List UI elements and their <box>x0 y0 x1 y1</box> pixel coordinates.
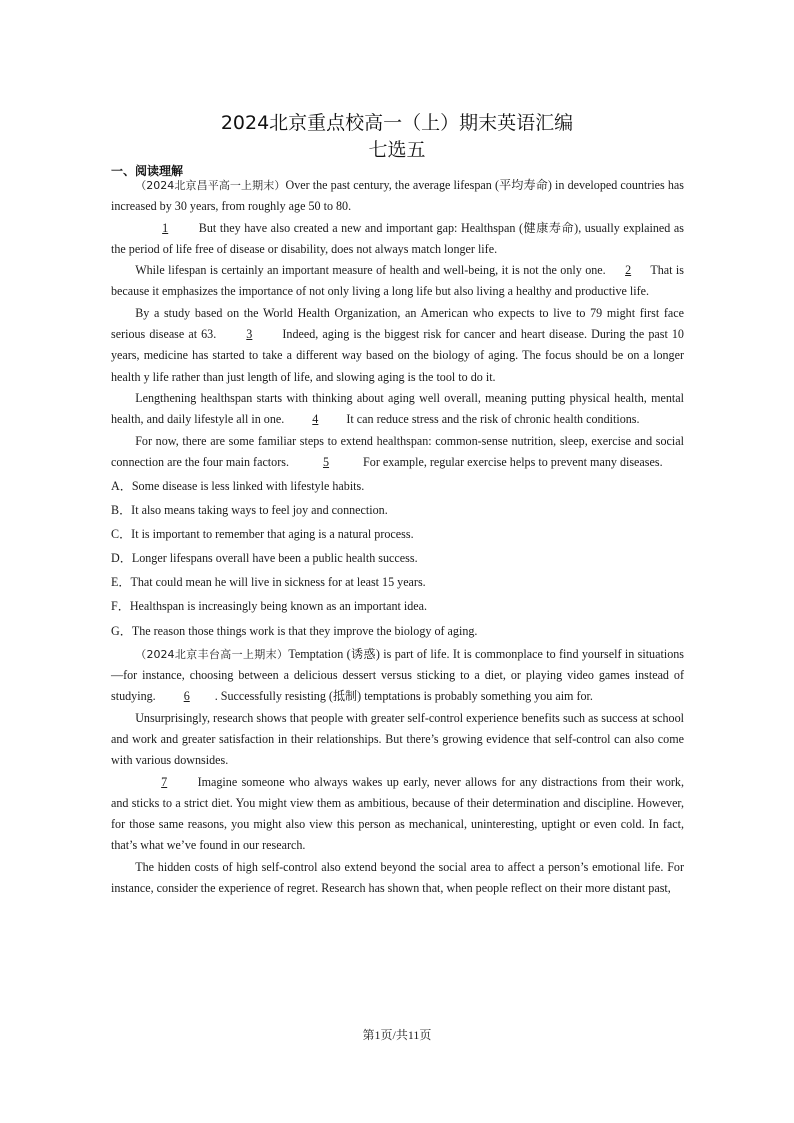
paragraph: By a study based on the World Health Organization, an American who expects to live to 79 might first face serious disease at 63. 3 Indeed, aging is the biggest risk for cancer and heart disease. During the past 10 years, medicine has started to take a different way based on the biology of aging. The focus should be on a longer health y life rather than just length of life, and slowing aging is the tool to do it. <box>111 305 684 384</box>
blank-2: 2 <box>625 263 632 278</box>
blank-3: 3 <box>246 327 253 342</box>
option-b: B．It also means taking ways to feel joy and connection. <box>111 503 388 518</box>
document-subtitle: 七选五 <box>368 139 426 161</box>
paragraph: 1 But they have also created a new and important gap: Healthspan (健康寿命), usually explained as the period of life free of disease or disability, does not always match longer life. <box>111 218 684 261</box>
paragraph: For now, there are some familiar steps to extend healthspan: common-sense nutrition, sleep, exercise and social connection are the four main factors. 5 For example, regular exercise helps to prevent many diseases. <box>111 431 684 474</box>
blank-7: 7 <box>161 774 168 789</box>
paragraph: While lifespan is certainly an important measure of health and well-being, it is not the only one. 2 That is because it emphasizes the importance of not only living a long life but also living a healthy and productive life. <box>111 260 684 303</box>
blank-4: 4 <box>312 412 319 427</box>
paragraph: （2024北京昌平高一上期末）Over the past century, the average lifespan (平均寿命) in developed countries has increased by 30 years, from roughly age 50 to 80. <box>111 178 684 214</box>
option-d: D．Longer lifespans overall have been a public health success. <box>111 551 418 566</box>
page-footer: 第1页/共11页 <box>362 1028 432 1042</box>
option-c: C．It is important to remember that aging is a natural process. <box>111 527 414 542</box>
option-g: G．The reason those things work is that they improve the biology of aging. <box>111 623 478 638</box>
paragraph: Unsurprisingly, research shows that people with greater self-control experience benefits such as success at school and work and greater satisfaction in their relationships. But there’s growing evidence that self-control can also come with various downsides. <box>111 710 684 768</box>
document-body <box>111 175 684 899</box>
paragraph: Lengthening healthspan starts with thinking about aging well overall, meaning putting physical health, mental health, and daily lifestyle all in one. 4 It can reduce stress and the risk of chronic health conditions. <box>111 388 684 431</box>
paragraph: （2024北京丰台高一上期末）Temptation (诱惑) is part of life. It is commonplace to find yourself in situations—for instance, choosing between a delicious dessert versus sticking to a diet, or playing video games instead of studying. 6 . Successfully resisting (抵制) temptations is probably something you aim for. <box>111 644 684 708</box>
blank-6: 6 <box>183 689 190 704</box>
source-label: （2024北京昌平高一上期末） <box>135 179 286 192</box>
option-a: A．Some disease is less linked with lifestyle habits. <box>111 478 365 493</box>
blank-5: 5 <box>322 454 330 469</box>
source-label: （2024北京丰台高一上期末） <box>135 647 289 661</box>
paragraph: 7 Imagine someone who always wakes up early, never allows for any distractions from their work, and sticks to a strict diet. You might view them as ambitious, because of their determination and discipline. However, for those same reasons, you might also view this person as mechanical, uninteresting, uptight or even cold. In fact, that’s what we’ve found in our research. <box>111 772 684 857</box>
blank-1: 1 <box>162 220 169 235</box>
option-f: F．Healthspan is increasingly being known as an important idea. <box>111 599 428 614</box>
document-title: 2024北京重点校高一（上）期末英语汇编 <box>220 112 574 134</box>
option-e: E．That could mean he will live in sickness for at least 15 years. <box>111 575 426 590</box>
section-heading: 一、阅读理解 <box>111 164 184 178</box>
paragraph: The hidden costs of high self-control also extend beyond the social area to affect a person’s emotional life. For instance, consider the experience of regret. Research has shown that, when people reflect on their more distant past, <box>111 859 684 896</box>
